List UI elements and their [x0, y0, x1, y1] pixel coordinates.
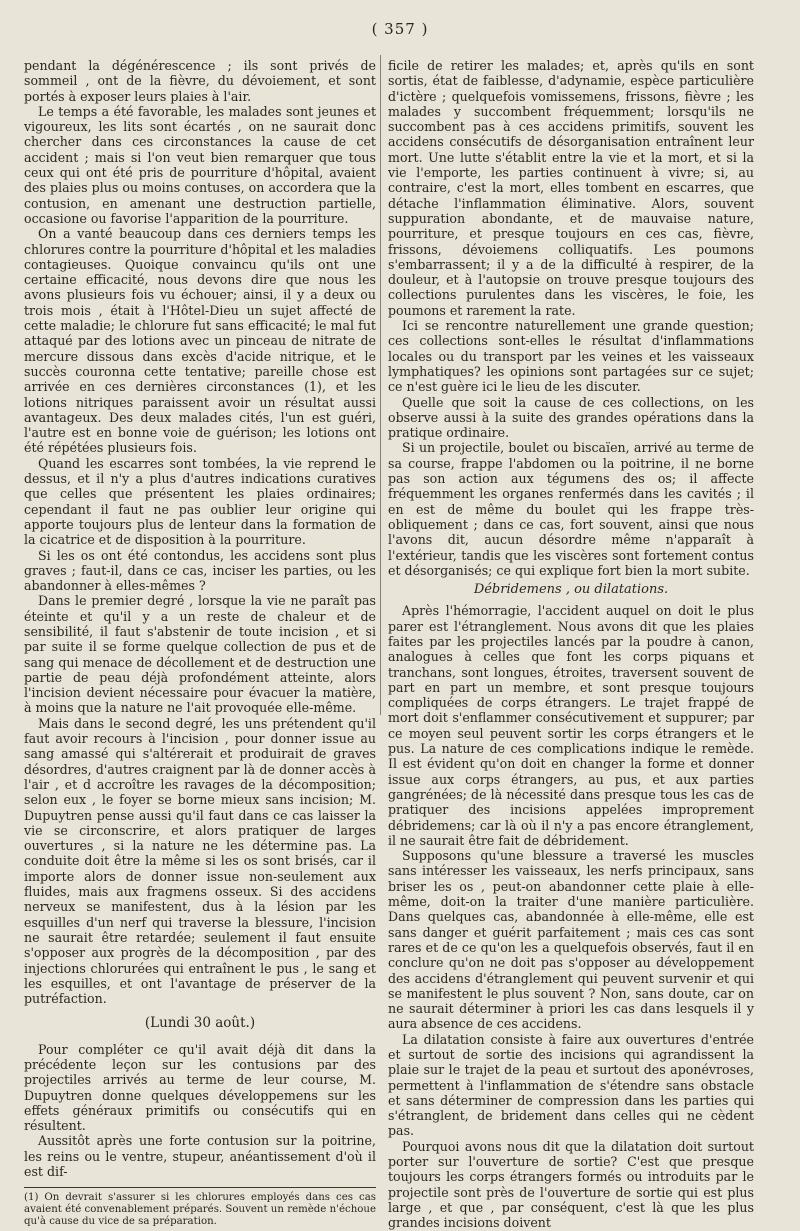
paragraph: Pour compléter ce qu'il avait déjà dit dans la précédente leçon sur les contusions par des projectiles arrivés au terme de leur course, M. Dupuytren donne quelques développemens sur les effets généraux primitifs ou consécutifs qui en résultent. — [24, 1041, 376, 1134]
column-divider — [380, 55, 381, 715]
paragraph: Le temps a été favorable, les malades sont jeunes et vigoureux, les lits sont écartés , on ne saurait donc chercher dans ces circonstances la cause de cet accident ; mais si l'on veut bien remarquer que tous ceux qui ont été pris de pourriture d'hôpital, avaient des plaies plus ou moins contuses, on accordera que la contusion, en amenant une destruction partielle, occasione ou favorise l'apparition de la pourriture. — [24, 103, 376, 226]
paragraph: pendant la dégénérescence ; ils sont privés de sommeil , ont de la fièvre, du dévoiement, et sont portés à exposer leurs plaies à l'air. — [24, 58, 376, 104]
paragraph: On a vanté beaucoup dans ces derniers temps les chlorures contre la pourriture d'hôpital et les maladies contagieuses. Quoique convaincu qu'ils ont une certaine efficacité, nous devons dire que nous les avons plusieurs fois vu échouer; ainsi, il y a deux ou trois mois , était à l'Hôtel-Dieu un sujet affecté de cette maladie; le chlorure fut sans efficacité; le mal fut attaqué par des lotions avec un pinceau de nitrate de mercure dissous dans excès d'acide nitrique, et le succès couronna cette tentative; pareille chose est arrivée en ces dernières circonstances (1), et les lotions nitriques paraissent avoir un résultat aussi avantageux. Des deux malades cités, l'un est guéri, l'autre est en bonne voie de guérison; les lotions ont été répétées plusieurs fois. — [24, 226, 376, 456]
paragraph: Après l'hémorragie, l'accident auquel on doit le plus parer est l'étranglement. Nous avons dit que les plaies faites par les projectiles lancés par la poudre à canon, analogues à celles que font les corps piquans et tranchans, sont longues, étroites, traversent souvent de part en part un membre, et sont presque toujours compliquées de corps étrangers. Le trajet frappé de mort doit s'enflammer consécutivement et suppurer; par ce moyen seul peuvent sortir les corps étrangers et le pus. La nature de ces complications indique le remède. Il est évident qu'on doit en changer la forme et donner issue aux corps étrangers, au pus, et aux parties gangrénées; de là nécessité dans presque tous les cas de pratiquer des incisions appelées improprement débridemens; car là où il n'y a pas encore étranglement, il ne saurait être fait de débridement. — [388, 603, 754, 848]
footnote: (1) On devrait s'assurer si les chlorures employés dans ces cas avaient été convenablement préparés. Souvent un remède n'échoue qu'à cause du vice de sa préparation. — [24, 1192, 376, 1228]
section-heading-date: (Lundi 30 août.) — [144, 1015, 256, 1032]
paragraph: Si les os ont été contondus, les accidens sont plus graves ; faut-il, dans ce cas, inciser les parties, ou les abandonner à elles-mêmes ? — [24, 547, 376, 594]
page-number: ( 357 ) — [371, 20, 429, 38]
paragraph: Pourquoi avons nous dit que la dilatation doit surtout porter sur l'ouverture de sortie? C'est que presque toujours les corps étrangers formés ou introduits par le projectile sont près de l'ouverture de sortie qui est plus large , et que , par conséquent, c'est là que les plus grandes incisions doivent — [388, 1138, 754, 1231]
paragraph: Supposons qu'une blessure a traversé les muscles sans intéresser les vaisseaux, les nerfs principaux, sans briser les os , peut-on abandonner cette plaie à elle-même, doit-on la traiter d'une manière particulière. Dans quelques cas, abandonnée à elle-même, elle est sans danger et guérit parfaitement ; mais ces cas sont rares et de ce qu'on les a quelquefois observés, faut il en conclure qu'on ne doit pas s'opposer au développement des accidens d'étranglement qui peuvent survenir et qui se manifestent le plus souvent ? Non, sans doute, car on ne saurait déterminer à priori les cas dans lesquels il y aura absence de ces accidens. — [388, 848, 754, 1032]
paragraph: Quand les escarres sont tombées, la vie reprend le dessus, et il n'y a plus d'autres indications curatives que celles que présentent les plaies ordinaires; cependant il faut ne pas oublier leur origine qui apporte toujours plus de lenteur dans la formation de la cicatrice et de disposition à la pourriture. — [24, 455, 376, 548]
left-column — [24, 58, 376, 1228]
paragraph: La dilatation consiste à faire aux ouvertures d'entrée et surtout de sortie des incisions qui agrandissent la plaie sur le trajet de la peau et surtout des aponévroses, permettent à l'inflammation de s'étendre sans obstacle et sans déterminer de compression dans les parties qui s'étranglent, de bridement dans celles qui ne cèdent pas. — [388, 1031, 754, 1139]
paragraph: Ici se rencontre naturellement une grande question; ces collections sont-elles le résultat d'inflammations locales ou du transport par les veines et les vaisseaux lymphatiques? les opinions sont partagées sur ce sujet; ce n'est guère ici le lieu de les discuter. — [388, 318, 754, 395]
paragraph: Si un projectile, boulet ou biscaïen, arrivé au terme de sa course, frappe l'abdomen ou la poitrine, il ne borne pas son action aux tégumens des os; il affecte fréquemment les organes renfermés dans les cavités ; il en est de même du boulet qui les frappe très-obliquement ; dans ce cas, fort souvent, ainsi que nous l'avons dit, aucun désordre même n'apparaît à l'extérieur, tandis que les viscères sont fortement contus et désorganisés; ce qui explique fort bien la mort subite. — [388, 440, 754, 578]
section-heading: Débridemens , ou dilatations. — [473, 582, 669, 598]
paragraph: Aussitôt après une forte contusion sur la poitrine, les reins ou le ventre, stupeur, anéantissement d'où il est dif- — [24, 1133, 376, 1180]
footnote-divider — [24, 1187, 376, 1188]
paragraph: Quelle que soit la cause de ces collections, on les observe aussi à la suite des grandes opérations dans la pratique ordinaire. — [388, 394, 754, 441]
paragraph: ficile de retirer les malades; et, après qu'ils en sont sortis, état de faiblesse, d'adynamie, espèce particulière d'ictère ; quelquefois vomissemens, frissons, fièvre ; les malades y succombent fréquemment; lorsqu'ils ne succombent pas à ces accidens primitifs, souvent les accidens consécutifs de désorganisation entraînent leur mort. Une lutte s'établit entre la vie et la mort, et si la vie l'emporte, les parties continuent à vivre; si, au contraire, c'est la mort, elles tombent en escarres, que détache l'inflammation éliminative. Alors, souvent suppuration abondante, et de mauvaise nature, pourriture, et presque toujours en ces cas, fièvre, frissons, dévoiemens colliquatifs. Les poumons s'embarrassent; il y a de la difficulté à respirer, de la douleur, et à l'autopsie on trouve presque toujours des collections purulentes dans les viscères, le foie, les poumons et rarement la rate. — [388, 58, 754, 318]
paragraph: Mais dans le second degré, les uns prétendent qu'il faut avoir recours à l'incision , pour donner issue au sang amassé qui s'altérerait et produirait de graves désordres, d'autres craignent par là de donner accès à l'air , et d accroître les ravages de la décomposition; selon eux , le foyer se borne mieux sans incision; M. Dupuytren pense aussi qu'il faut dans ce cas laisser la vie se circonscrire, et alors pratiquer de larges ouvertures , si la nature ne les détermine pas. La conduite doit être la même si les os sont brisés, car il importe alors de donner issue non-seulement aux fluides, mais aux fragmens osseux. Si des accidens nerveux se manifestent, dus à la lésion par les esquilles d'un nerf qui traverse la blessure, l'incision ne saurait être retardée; seulement il faut ensuite s'opposer aux progrès de la décomposition , par des injections chlorurées qui entraînent le pus , le sang et les esquilles, et ont l'avantage de préserver de la putréfaction. — [24, 715, 376, 1007]
right-column — [388, 58, 754, 1231]
paragraph: Dans le premier degré , lorsque la vie ne paraît pas éteinte et qu'il y a un reste de chaleur et de sensibilité, il faut s'abstenir de toute incision , et si par suite il se forme quelque collection de pus et de sang qui menace de décollement et de destruction une partie de peau déjà profondément atteinte, alors l'incision devient nécessaire pour évacuer la matière, à moins que la nature ne l'ait provoquée elle-même. — [24, 593, 376, 716]
